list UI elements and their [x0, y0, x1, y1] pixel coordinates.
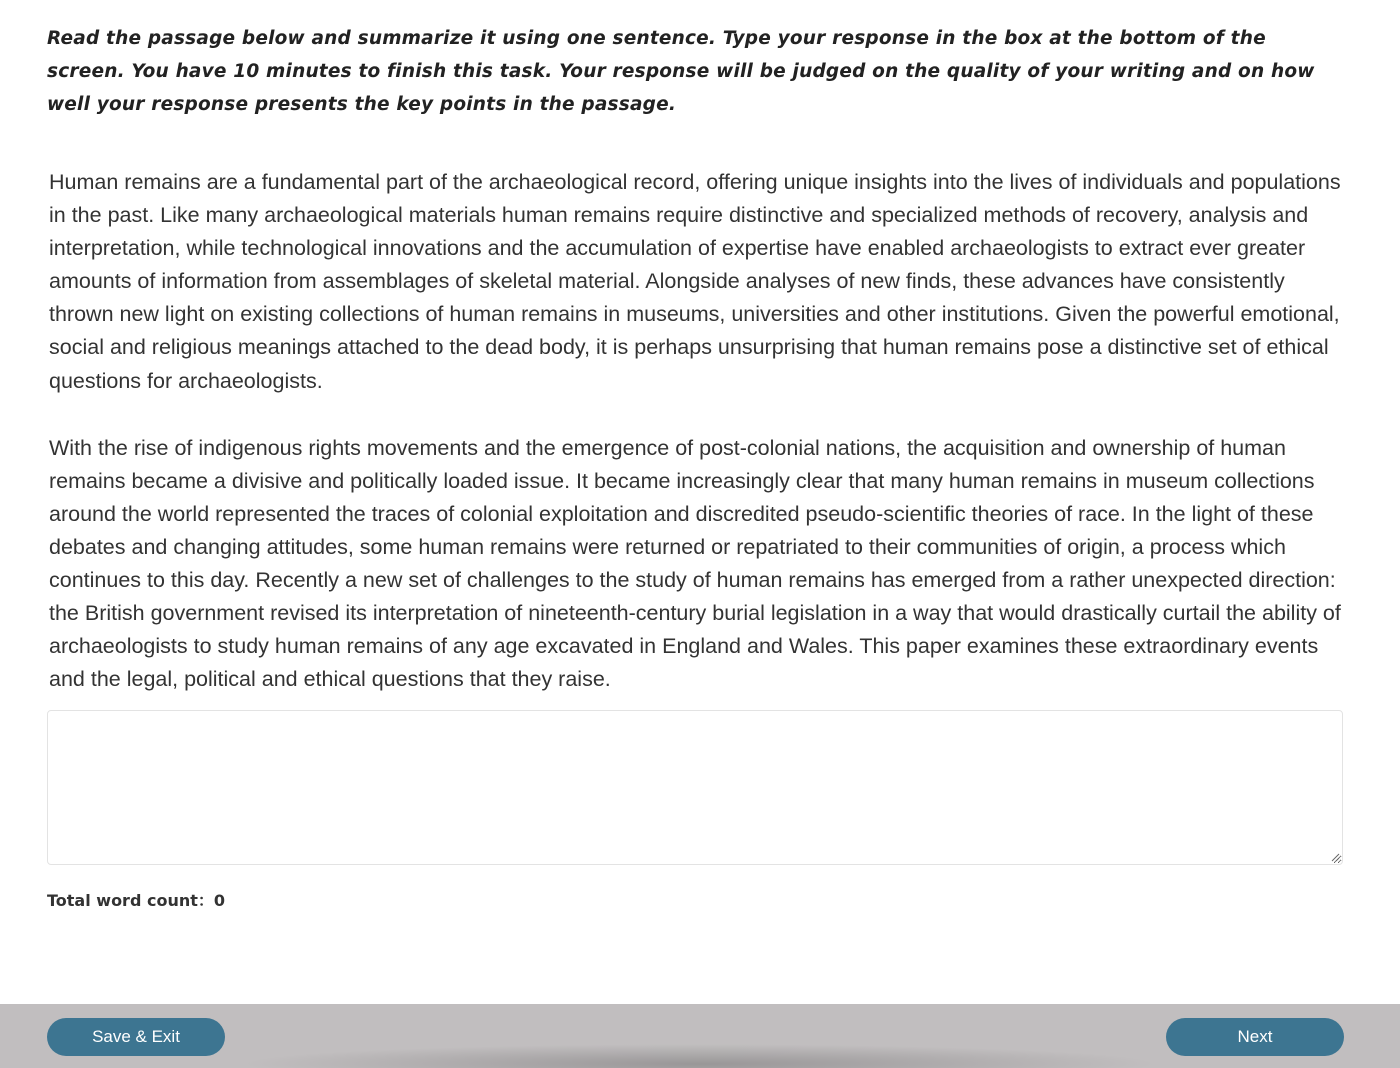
reading-passage: [47, 166, 1347, 696]
next-button[interactable]: Next: [1166, 1018, 1344, 1056]
word-count-value: 0: [213, 891, 226, 910]
footer-shadow: [240, 1044, 1160, 1068]
content-area: [47, 22, 1347, 696]
response-textarea[interactable]: [48, 711, 1342, 864]
footer-bar: [0, 1004, 1400, 1068]
save-exit-button[interactable]: Save & Exit: [47, 1018, 225, 1056]
response-box: [47, 710, 1343, 865]
word-count-label: Total word count：: [47, 891, 214, 910]
task-instructions: Read the passage below and summarize it using one sentence. Type your response in the box at the bottom of the screen. You have 10 minutes to finish this task. Your response will be judged on the quality of your writing and on how well your response presents the key points in the passage.: [47, 28, 1315, 115]
word-count: [47, 888, 225, 911]
passage-paragraph-2: With the rise of indigenous rights movements and the emergence of post-colonial nations, the acquisition and ownership of human remains became a divisive and politically loaded issue. It became increasingly clear that many human remains in museum collections around the world represented the traces of colonial exploitation and discredited pseudo-scientific theories of race. In the light of these debates and changing attitudes, some human remains were returned or repatriated to their communities of origin, a process which continues to this day. Recently a new set of challenges to the study of human remains has emerged from a rather unexpected direction: the British government revised its interpretation of nineteenth-century burial legislation in a way that would drastically curtail the ability of archaeologists to study human remains of any age excavated in England and Wales. This paper examines these extraordinary events and the legal, political and ethical questions that they raise.: [49, 435, 1341, 692]
passage-paragraph-1: Human remains are a fundamental part of the archaeological record, offering unique insights into the lives of individuals and populations in the past. Like many archaeological materials human remains require distinctive and specialized methods of recovery, analysis and interpretation, while technological innovations and the accumulation of expertise have enabled archaeologists to extract ever greater amounts of information from assemblages of skeletal material. Alongside analyses of new finds, these advances have consistently thrown new light on existing collections of human remains in museums, universities and other institutions. Given the powerful emotional, social and religious meanings attached to the dead body, it is perhaps unsurprising that human remains pose a distinctive set of ethical questions for archaeologists.: [49, 170, 1341, 393]
